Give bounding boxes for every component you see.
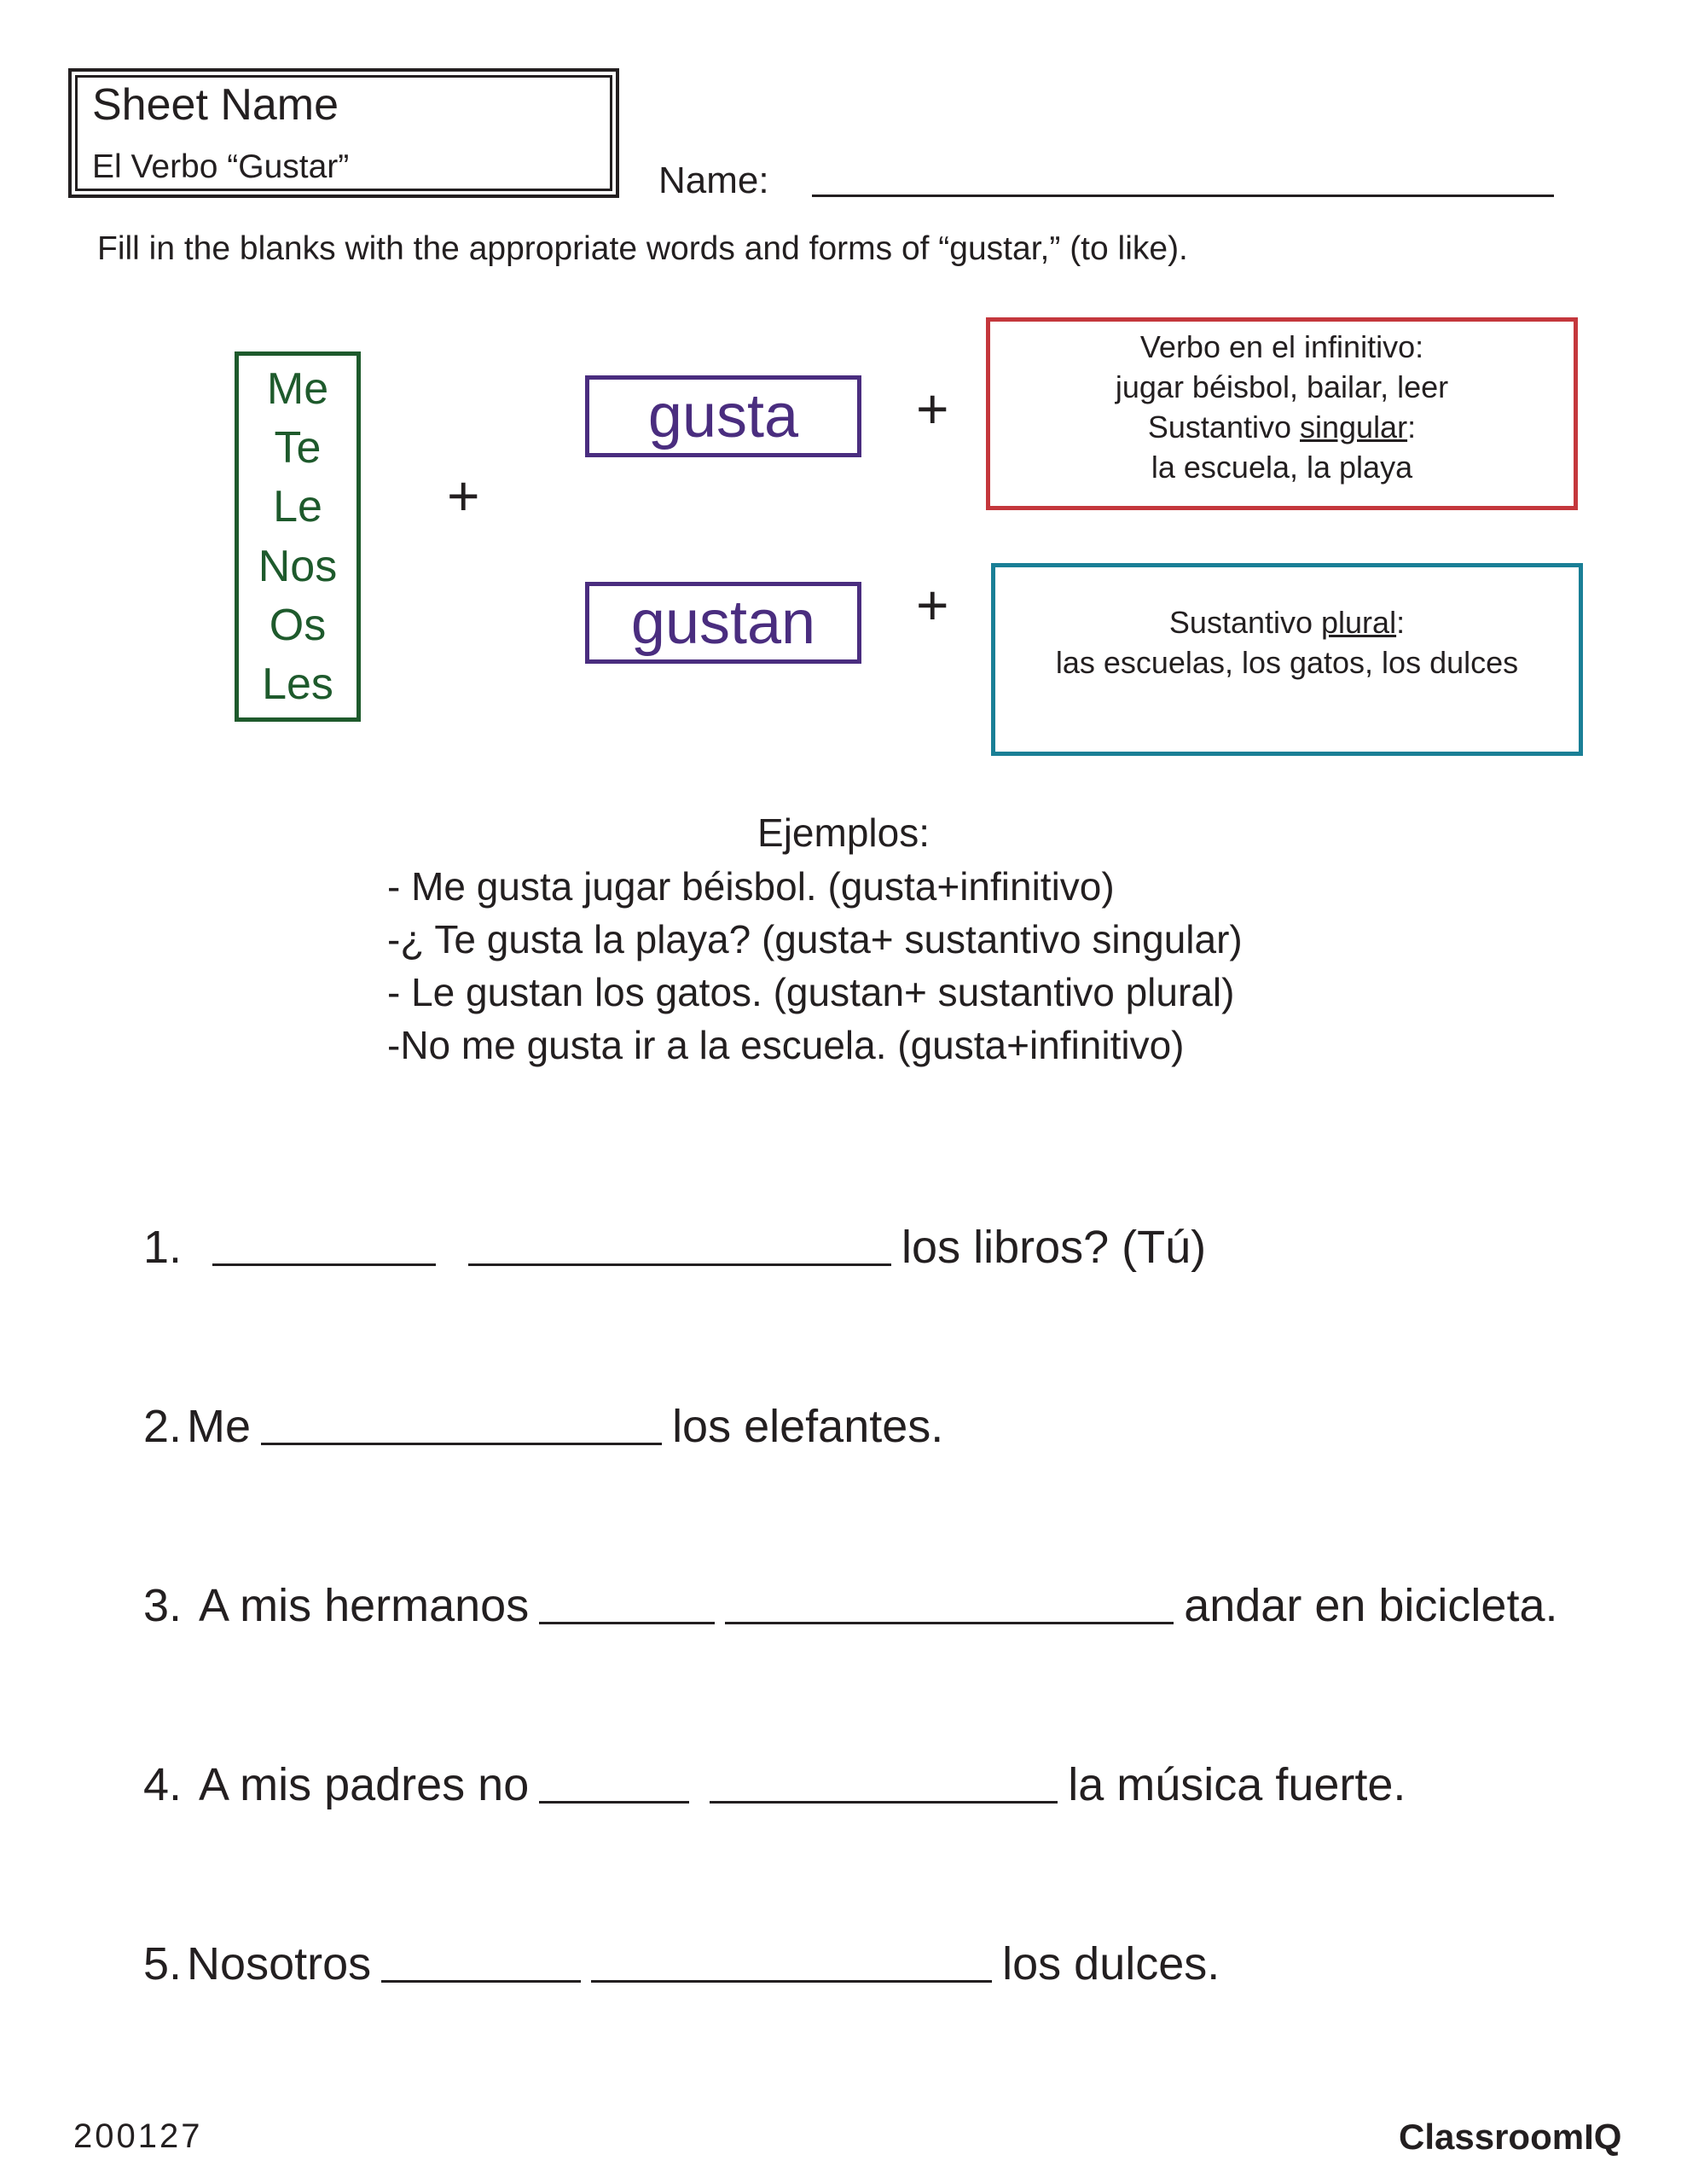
plural-desc-suffix: : xyxy=(1396,605,1406,640)
question-4-blank-2[interactable] xyxy=(710,1801,1058,1804)
singular-desc-line-1: Verbo en el infinitivo: xyxy=(1139,329,1424,364)
example-3: - Le gustan los gatos. (gustan+ sustantivo plural) xyxy=(387,970,1235,1014)
pronoun-te: Te xyxy=(274,422,322,473)
instructions: Fill in the blanks with the appropriate words and forms of “gustar,” (to like). xyxy=(97,230,1188,267)
singular-desc-line-4: la escuela, la playa xyxy=(1151,450,1413,485)
examples-list xyxy=(387,860,1243,1072)
question-2-prefix: Me xyxy=(187,1401,252,1452)
question-5-number: 5. xyxy=(143,1938,183,1989)
verb-gustan-box xyxy=(585,582,861,664)
question-3 xyxy=(143,1578,1557,1633)
question-4-number: 4. xyxy=(143,1759,183,1810)
sheet-title: El Verbo “Gustar” xyxy=(92,148,350,185)
question-1-suffix: los libros? (Tú) xyxy=(901,1222,1207,1273)
question-2-number: 2. xyxy=(143,1401,183,1452)
question-3-suffix: andar en bicicleta. xyxy=(1184,1580,1558,1631)
question-5-blank-1[interactable] xyxy=(381,1980,581,1983)
example-4: -No me gusta ir a la escuela. (gusta+infinitivo) xyxy=(387,1023,1185,1067)
question-5-blank-2[interactable] xyxy=(591,1980,992,1983)
question-2-blank-1[interactable] xyxy=(261,1443,662,1445)
singular-desc-suffix: : xyxy=(1407,410,1417,444)
question-4-blank-1[interactable] xyxy=(539,1801,689,1804)
verb-gusta: gusta xyxy=(647,382,799,450)
question-3-prefix: A mis hermanos xyxy=(199,1580,530,1631)
question-2-suffix: los elefantes. xyxy=(672,1401,944,1452)
verb-gustan: gustan xyxy=(630,589,816,657)
example-1: - Me gusta jugar béisbol. (gusta+infinitivo) xyxy=(387,864,1115,909)
singular-desc-line-2: jugar béisbol, bailar, leer xyxy=(1115,369,1449,404)
plus-sign-pronouns: + xyxy=(447,464,480,527)
question-1-number: 1. xyxy=(143,1222,183,1273)
pronoun-les: Les xyxy=(262,659,333,710)
question-5-suffix: los dulces. xyxy=(1002,1938,1220,1989)
singular-desc-prefix: Sustantivo xyxy=(1147,410,1300,444)
question-2 xyxy=(143,1399,943,1454)
question-4-suffix: la música fuerte. xyxy=(1068,1759,1406,1810)
example-2: -¿ Te gusta la playa? (gusta+ sustantivo singular) xyxy=(387,917,1243,961)
sheet-name-label: Sheet Name xyxy=(92,80,339,130)
pronoun-le: Le xyxy=(273,482,322,532)
footer-brand-logo: ClassroomIQ xyxy=(1399,2117,1622,2157)
name-blank-line[interactable] xyxy=(812,195,1554,197)
pronoun-os: Os xyxy=(269,600,327,650)
question-5-prefix: Nosotros xyxy=(187,1938,372,1989)
question-1-blank-2[interactable] xyxy=(468,1263,891,1266)
question-4-prefix: A mis padres no xyxy=(199,1759,530,1810)
plural-description-box xyxy=(991,563,1583,756)
pronoun-box xyxy=(235,351,361,722)
singular-desc-line-3 xyxy=(1148,407,1416,447)
verb-gusta-box xyxy=(585,375,861,457)
question-1-blank-1[interactable] xyxy=(212,1263,436,1266)
singular-description-box xyxy=(986,317,1578,510)
plus-sign-plural: + xyxy=(916,573,949,636)
name-label: Name: xyxy=(658,160,769,201)
question-4 xyxy=(143,1757,1406,1812)
plural-desc-prefix: Sustantivo xyxy=(1168,605,1322,640)
plural-underlined-word: plural xyxy=(1321,605,1397,640)
singular-underlined-word: singular xyxy=(1300,410,1408,444)
plural-desc-line-1 xyxy=(1169,602,1405,642)
question-3-number: 3. xyxy=(143,1580,183,1631)
question-3-blank-2[interactable] xyxy=(725,1622,1174,1624)
question-1 xyxy=(143,1220,1206,1275)
pronoun-nos: Nos xyxy=(258,541,338,591)
pronoun-me: Me xyxy=(266,363,329,414)
footer-code: 200127 xyxy=(73,2117,203,2155)
question-3-blank-1[interactable] xyxy=(539,1622,715,1624)
examples-title: Ejemplos: xyxy=(757,810,930,855)
plural-desc-line-2: las escuelas, los gatos, los dulces xyxy=(1055,645,1519,680)
question-5 xyxy=(143,1937,1220,1991)
plus-sign-singular: + xyxy=(916,377,949,440)
